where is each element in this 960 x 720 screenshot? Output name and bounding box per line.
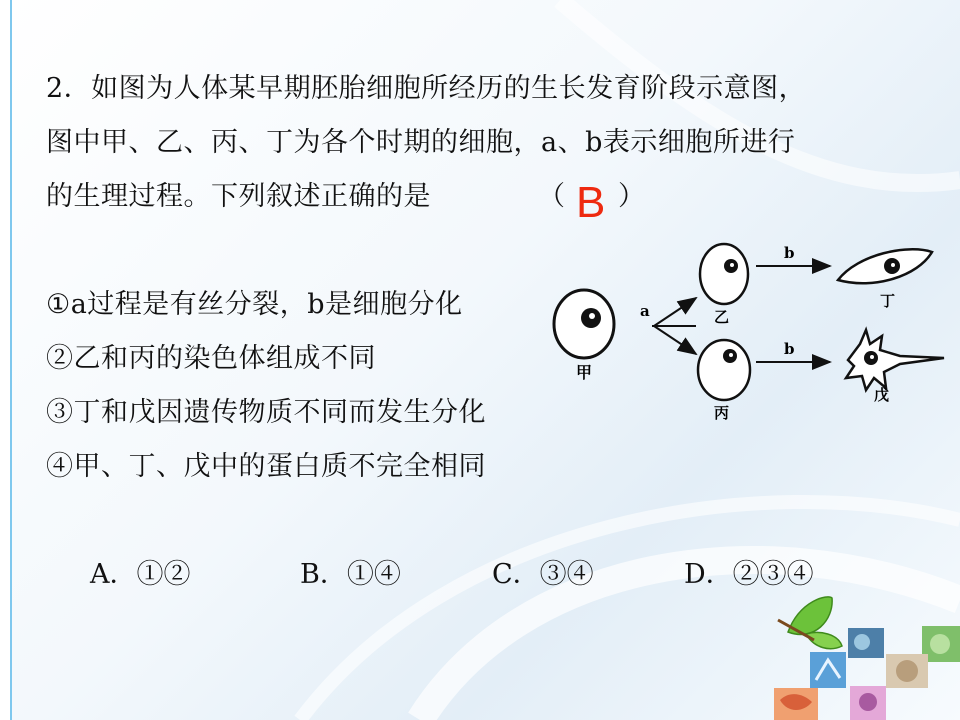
label-yi: 乙 bbox=[714, 308, 730, 326]
statement-4: ④甲、丁、戊中的蛋白质不完全相同 bbox=[46, 451, 486, 482]
arrow-a-down bbox=[654, 326, 696, 354]
label-jia: 甲 bbox=[576, 363, 593, 382]
option-d[interactable]: D．②③④ bbox=[684, 559, 814, 590]
cell-jia-icon bbox=[554, 290, 614, 358]
label-process-a: a bbox=[640, 302, 650, 320]
statement-1: ①a过程是有丝分裂，b是细胞分化 bbox=[46, 289, 463, 320]
question-line-3-text: 的生理过程。下列叙述正确的是 bbox=[46, 181, 431, 212]
question-line-1: 2．如图为人体某早期胚胎细胞所经历的生长发育阶段示意图， bbox=[46, 73, 807, 104]
cell-ding-icon bbox=[838, 249, 932, 283]
answer-mark: B bbox=[576, 178, 606, 227]
option-c[interactable]: C．③④ bbox=[492, 559, 594, 590]
cell-bing-icon bbox=[698, 340, 750, 400]
statement-3: ③丁和戊因遗传物质不同而发生分化 bbox=[46, 397, 486, 428]
leaf-icon bbox=[778, 597, 842, 649]
option-b[interactable]: B．①④ bbox=[300, 559, 401, 590]
label-process-b-top: b bbox=[784, 244, 795, 262]
answer-paren-close: ） bbox=[618, 181, 646, 212]
label-process-b-bottom: b bbox=[784, 340, 795, 358]
arrow-a-up bbox=[654, 298, 696, 326]
left-accent-bar bbox=[0, 0, 12, 720]
question-line-3 bbox=[46, 180, 431, 214]
cell-yi-icon bbox=[700, 244, 748, 304]
statement-2: ②乙和丙的染色体组成不同 bbox=[46, 343, 376, 374]
cell-wu-icon bbox=[846, 330, 944, 390]
decorative-collage bbox=[770, 590, 960, 720]
question-line-2: 图中甲、乙、丙、丁为各个时期的细胞，a、b表示细胞所进行 bbox=[46, 127, 796, 158]
label-bing: 丙 bbox=[714, 404, 730, 422]
answer-paren-open: （ bbox=[538, 181, 566, 212]
option-a[interactable]: A．①② bbox=[90, 559, 191, 590]
label-ding: 丁 bbox=[880, 292, 896, 310]
label-wu: 戊 bbox=[874, 386, 890, 404]
cell-diagram bbox=[548, 240, 950, 430]
